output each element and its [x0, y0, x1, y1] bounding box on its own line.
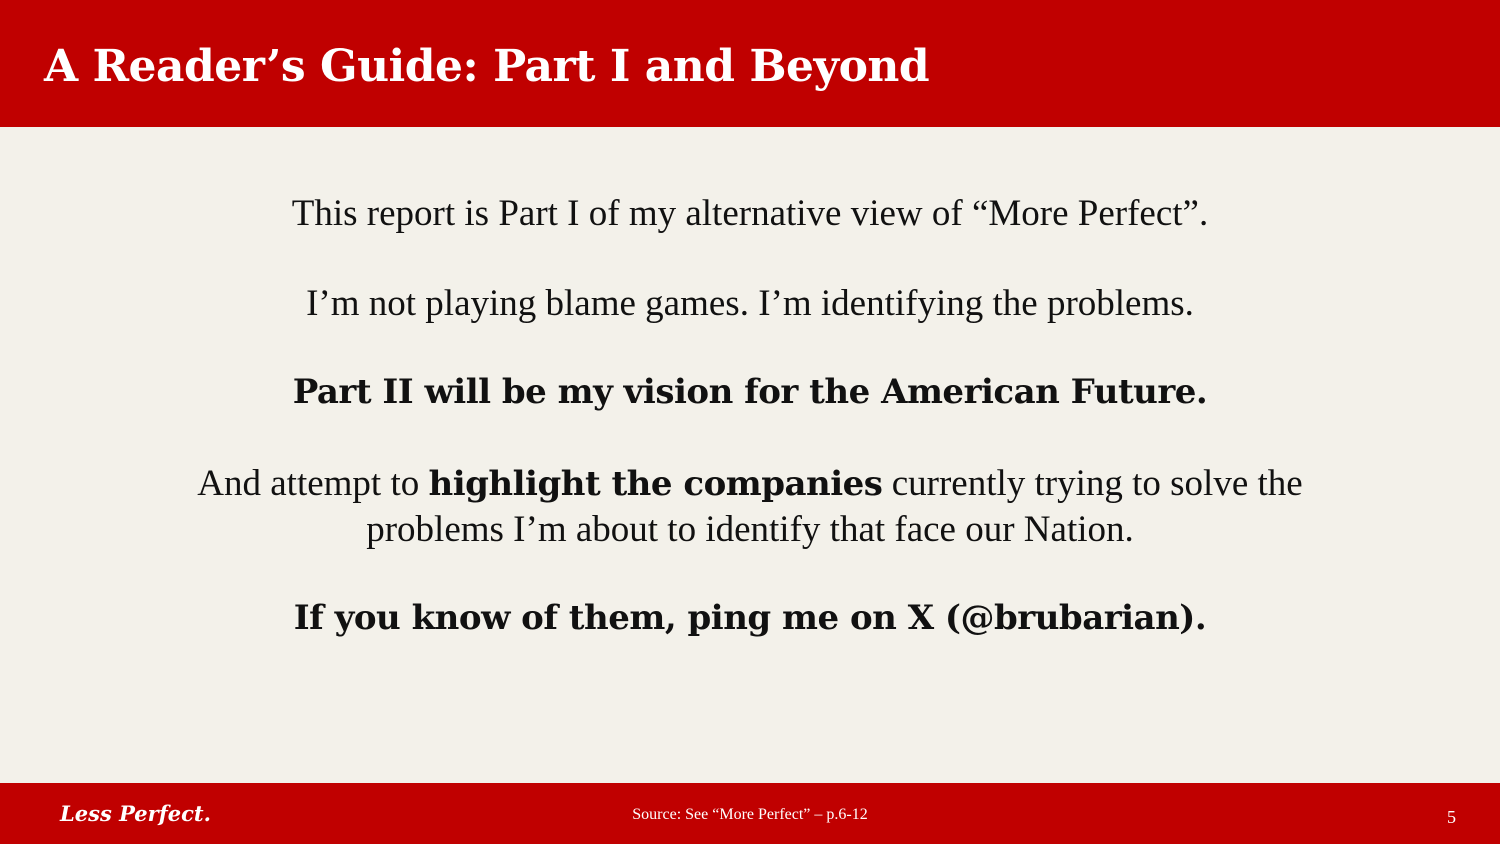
paragraph-blame-games: I’m not playing blame games. I’m identifying the problems.: [306, 283, 1194, 324]
page-title: A Reader’s Guide: Part I and Beyond: [44, 41, 930, 92]
paragraph-ping-me: If you know of them, ping me on X (@brubarian).: [293, 598, 1207, 638]
paragraph-companies-line-2: problems I’m about to identify that face our Nation.: [366, 509, 1134, 550]
paragraph-part-one: This report is Part I of my alternative view of “More Perfect”.: [291, 193, 1209, 234]
paragraph-companies: [100, 461, 1400, 552]
slide-body: [0, 127, 1500, 783]
paragraph-part-two: Part II will be my vision for the American Future.: [292, 372, 1208, 412]
page-number: 5: [1447, 807, 1456, 827]
highlight-companies: highlight the companies: [428, 464, 883, 504]
paragraph-companies-tail: currently trying to solve the: [882, 463, 1303, 504]
footer-bar: [0, 783, 1500, 844]
header-bar: [0, 0, 1500, 127]
footer-brand: Less Perfect.: [60, 801, 211, 826]
footer-source: Source: See “More Perfect” – p.6-12: [632, 806, 868, 823]
paragraph-companies-lead: And attempt to: [197, 463, 429, 504]
